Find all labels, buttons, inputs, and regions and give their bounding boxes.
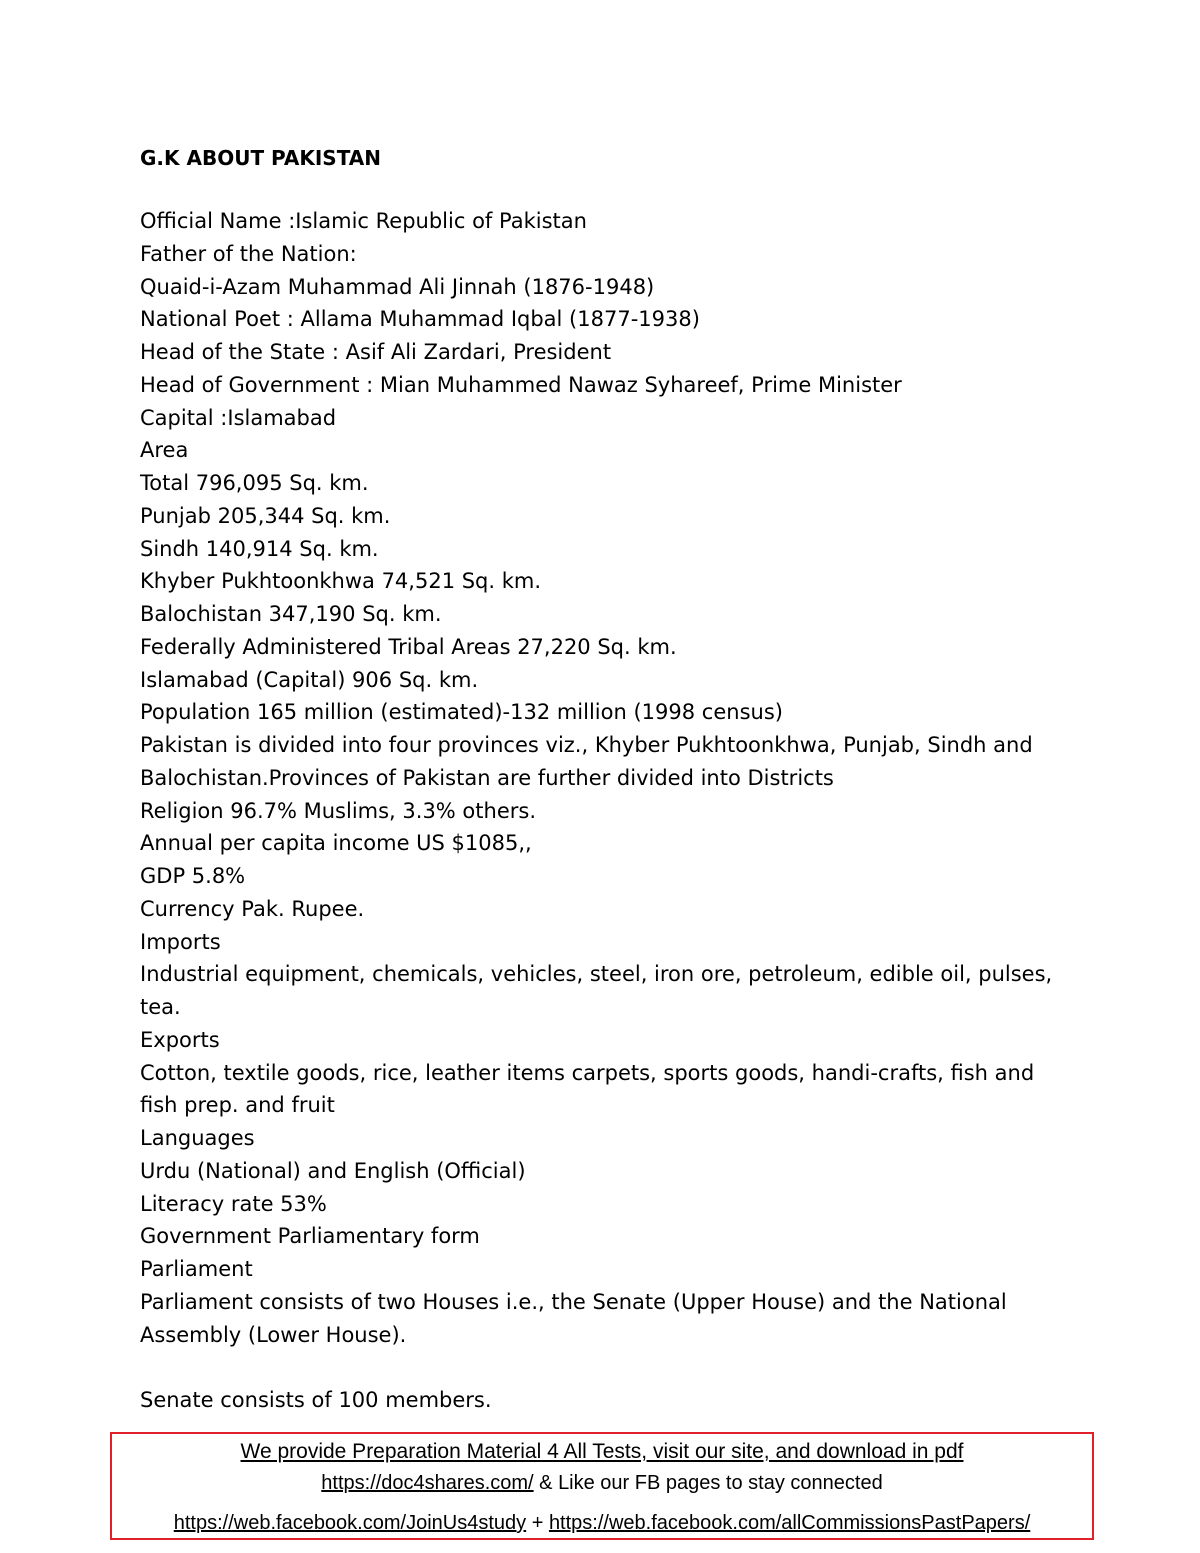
body-line: tea.: [140, 995, 181, 1019]
body-line: Pakistan is divided into four provinces viz., Khyber Pukhtoonkhwa, Punjab, Sindh and: [140, 733, 1033, 757]
body-line: Population 165 million (estimated)-132 million (1998 census): [140, 700, 783, 725]
promo-line: [112, 1439, 1092, 1465]
body-line: Balochistan.Provinces of Pakistan are further divided into Districts: [140, 765, 834, 790]
body-line: Islamabad (Capital) 906 Sq. km.: [140, 667, 479, 692]
body-line: Industrial equipment, chemicals, vehicles, steel, iron ore, petroleum, edible oil, pulses,: [140, 962, 1053, 987]
body-line: Quaid-i-Azam Muhammad Ali Jinnah (1876-1948): [140, 274, 655, 299]
body-line: Urdu (National) and English (Official): [140, 1158, 526, 1183]
fb-invite-text: & Like our FB pages to stay connected: [533, 1472, 883, 1494]
body-line: Assembly (Lower House).: [140, 1322, 407, 1347]
body-line: Currency Pak. Rupee.: [140, 896, 365, 921]
promo-text: We provide Preparation Material 4 All Tests, visit our site, and download in pdf: [240, 1440, 964, 1463]
body-line: Head of Government : Mian Muhammed Nawaz Syhareef, Prime Minister: [140, 372, 902, 397]
body-line: Imports: [140, 929, 221, 954]
body-line: Khyber Pukhtoonkhwa 74,521 Sq. km.: [140, 569, 542, 594]
body-line: Parliament consists of two Houses i.e., the Senate (Upper House) and the National: [140, 1289, 1007, 1314]
body-line: Federally Administered Tribal Areas 27,220 Sq. km.: [140, 634, 677, 659]
promo-footer-box: [110, 1432, 1094, 1540]
body-line: Sindh 140,914 Sq. km.: [140, 536, 379, 561]
facebook-link-past-papers[interactable]: https://web.facebook.com/allCommissionsPastPapers/: [548, 1512, 1031, 1534]
body-line: Area: [140, 438, 189, 463]
body-line: fish prep. and fruit: [140, 1093, 335, 1118]
body-line: Father of the Nation:: [140, 241, 357, 266]
body-line: Total 796,095 Sq. km.: [140, 471, 369, 495]
body-line: Religion 96.7% Muslims, 3.3% others.: [140, 798, 536, 823]
body-line: Annual per capita income US $1085,,: [140, 831, 532, 856]
document-body: [140, 205, 1060, 1417]
body-line: GDP 5.8%: [140, 864, 246, 888]
body-line: Cotton, textile goods, rice, leather items carpets, sports goods, handi-crafts, fish and: [140, 1060, 1035, 1085]
body-line: Parliament: [140, 1257, 253, 1281]
site-link-line: [112, 1470, 1092, 1496]
document-title: G.K ABOUT PAKISTAN: [140, 146, 381, 170]
link-separator: +: [526, 1512, 549, 1534]
facebook-links-line: [112, 1510, 1092, 1536]
site-link[interactable]: https://doc4shares.com/: [321, 1472, 534, 1494]
body-line: Capital :Islamabad: [140, 405, 337, 430]
body-line: Senate consists of 100 members.: [140, 1388, 492, 1412]
facebook-link-joinus4study[interactable]: https://web.facebook.com/JoinUs4study: [173, 1512, 527, 1534]
body-line: Head of the State : Asif Ali Zardari, President: [140, 340, 612, 364]
body-line: National Poet : Allama Muhammad Iqbal (1877-1938): [140, 307, 700, 332]
body-line: Exports: [140, 1027, 220, 1052]
body-line: Government Parliamentary form: [140, 1224, 480, 1249]
body-line: Official Name :Islamic Republic of Pakistan: [140, 209, 587, 233]
body-line: Balochistan 347,190 Sq. km.: [140, 602, 442, 626]
blank-line: [140, 1351, 1060, 1384]
body-line: Literacy rate 53%: [140, 1191, 327, 1216]
body-line: Punjab 205,344 Sq. km.: [140, 503, 391, 528]
body-line: Languages: [140, 1126, 255, 1150]
